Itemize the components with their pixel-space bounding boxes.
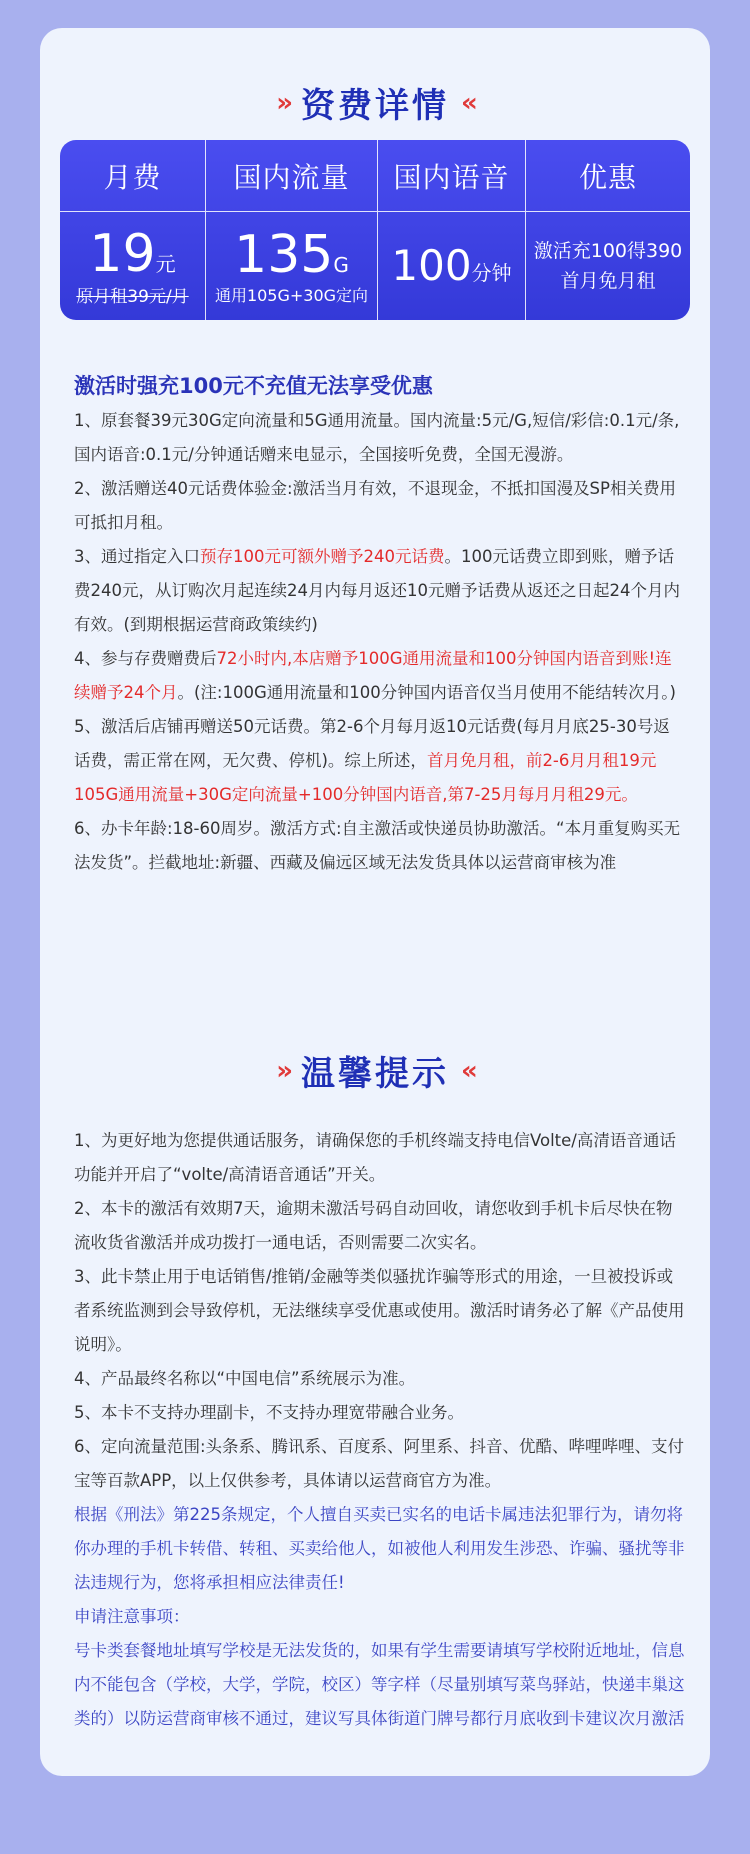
details-section xyxy=(74,368,686,880)
double-chevron-left-icon: « xyxy=(461,1055,474,1086)
section-title-text: 资费详情 xyxy=(301,86,449,126)
detail-item-1: 1、原套餐39元30G定向流量和5G通用流量。国内流量:5元/G,短信/彩信:0.1元/条,国内语音:0.1元/分钟通话赠来电显示，全国接听免费，全国无漫游。 xyxy=(74,411,680,464)
legal-warning: 根据《刑法》第225条规定，个人擅自买卖已实名的电话卡属违法犯罪行为，请勿将你办理的手机卡转借、转租、买卖给他人，如被他人利用发生涉恐、诈骗、骚扰等非法违规行为，您将承担相应法律责任! xyxy=(74,1505,685,1592)
section-title-fees xyxy=(40,78,710,127)
tip-item-5: 5、本卡不支持办理副卡，不支持办理宽带融合业务。 xyxy=(74,1403,464,1422)
original-fee: 原月租39元/月 xyxy=(76,286,189,307)
detail-item-4 xyxy=(74,642,686,710)
data-value: 135 xyxy=(234,224,334,285)
section-title-text: 温馨提示 xyxy=(301,1054,449,1094)
detail-item-4-highlight: 72小时内,本店赠予100G通用流量和100分钟国内语音到账!连续赠予24个月 xyxy=(74,649,672,702)
detail-item-5 xyxy=(74,710,686,812)
tip-item-2: 2、本卡的激活有效期7天，逾期未激活号码自动回收，请您收到手机卡后尽快在物流收货省激活并成功拨打一通电话，否则需要二次实名。 xyxy=(74,1199,673,1252)
offer-cell xyxy=(526,212,690,320)
double-chevron-right-icon: » xyxy=(276,1055,289,1086)
info-card xyxy=(40,28,710,1776)
tip-item-3: 3、此卡禁止用于电话销售/推销/金融等类似骚扰诈骗等形式的用途，一旦被投诉或者系统监测到会导致停机，无法继续享受优惠或使用。激活时请务必了解《产品使用说明》。 xyxy=(74,1267,685,1354)
section-title-tips xyxy=(40,1046,710,1095)
header-domestic-data: 国内流量 xyxy=(206,140,378,212)
detail-item-4-text-rest: 。(注:100G通用流量和100分钟国内语音仅当月使用不能结转次月。) xyxy=(177,683,676,702)
header-offer: 优惠 xyxy=(526,140,690,212)
data-unit: G xyxy=(333,252,349,277)
detail-item-3-highlight: 预存100元可额外赠予240元话费 xyxy=(200,547,445,566)
header-monthly-fee: 月费 xyxy=(60,140,206,212)
tip-item-4: 4、产品最终名称以“中国电信”系统展示为准。 xyxy=(74,1369,416,1388)
notice-text: 号卡类套餐地址填写学校是无法发货的，如果有学生需要请填写学校附近地址，信息内不能包含（学校，大学，学院，校区）等字样（尽量别填写菜鸟驿站，快递丰巢这类的）以防运营商审核不通过，建议写具体街道门牌号都行月底收到卡建议次月激活 xyxy=(74,1641,685,1728)
header-domestic-voice: 国内语音 xyxy=(378,140,526,212)
detail-item-4-text: 4、参与存费赠费后 xyxy=(74,649,217,668)
data-cell xyxy=(206,212,378,320)
fee-value: 19 xyxy=(89,223,156,284)
voice-value: 100 xyxy=(391,241,472,290)
plan-table xyxy=(60,140,690,320)
detail-item-3 xyxy=(74,540,686,642)
tip-item-1: 1、为更好地为您提供通话服务，请确保您的手机终端支持电信Volte/高清语音通话功能并开启了“volte/高清语音通话”开关。 xyxy=(74,1131,676,1184)
details-headline: 激活时强充100元不充值无法享受优惠 xyxy=(74,374,433,398)
detail-item-6: 6、办卡年龄:18-60周岁。激活方式:自主激活或快递员协助激活。“本月重复购买无法发货”。拦截地址:新疆、西藏及偏远区域无法发货具体以运营商审核为准 xyxy=(74,819,681,872)
detail-item-3-text-rest: 。100元话费立即到账，赠予话费240元，从订购次月起连续24月内每月返还10元赠予话费从返还之日起24个月内有效。(到期根据运营商政策续约) xyxy=(74,547,680,634)
notice-title: 申请注意事项： xyxy=(74,1607,190,1626)
offer-line-1: 激活充100得390 xyxy=(533,240,683,262)
data-detail: 通用105G+30G定向 xyxy=(214,285,369,305)
detail-item-5-highlight: 首月免月租，前2-6月月租19元105G通用流量+30G定向流量+100分钟国内语音,第7-25月每月月租29元。 xyxy=(74,751,657,804)
detail-item-3-text: 3、通过指定入口 xyxy=(74,547,200,566)
fee-unit: 元 xyxy=(155,251,176,276)
double-chevron-right-icon: » xyxy=(276,87,289,118)
detail-item-2: 2、激活赠送40元话费体验金:激活当月有效，不退现金，不抵扣国漫及SP相关费用可抵扣月租。 xyxy=(74,479,676,532)
voice-cell xyxy=(378,212,526,320)
tip-item-6: 6、定向流量范围:头条系、腾讯系、百度系、阿里系、抖音、优酷、哔哩哔哩、支付宝等百款APP，以上仅供参考，具体请以运营商官方为准。 xyxy=(74,1437,685,1490)
double-chevron-left-icon: « xyxy=(461,87,474,118)
tips-section xyxy=(74,1124,686,1736)
offer-line-2: 首月免月租 xyxy=(560,270,656,292)
voice-unit: 分钟 xyxy=(471,261,512,285)
detail-item-5-text: 5、激活后店铺再赠送50元话费。第2-6个月每月返10元话费(每月月底25-30号返话费，需正常在网，无欠费、停机)。综上所述， xyxy=(74,717,670,770)
fee-cell xyxy=(60,212,206,320)
